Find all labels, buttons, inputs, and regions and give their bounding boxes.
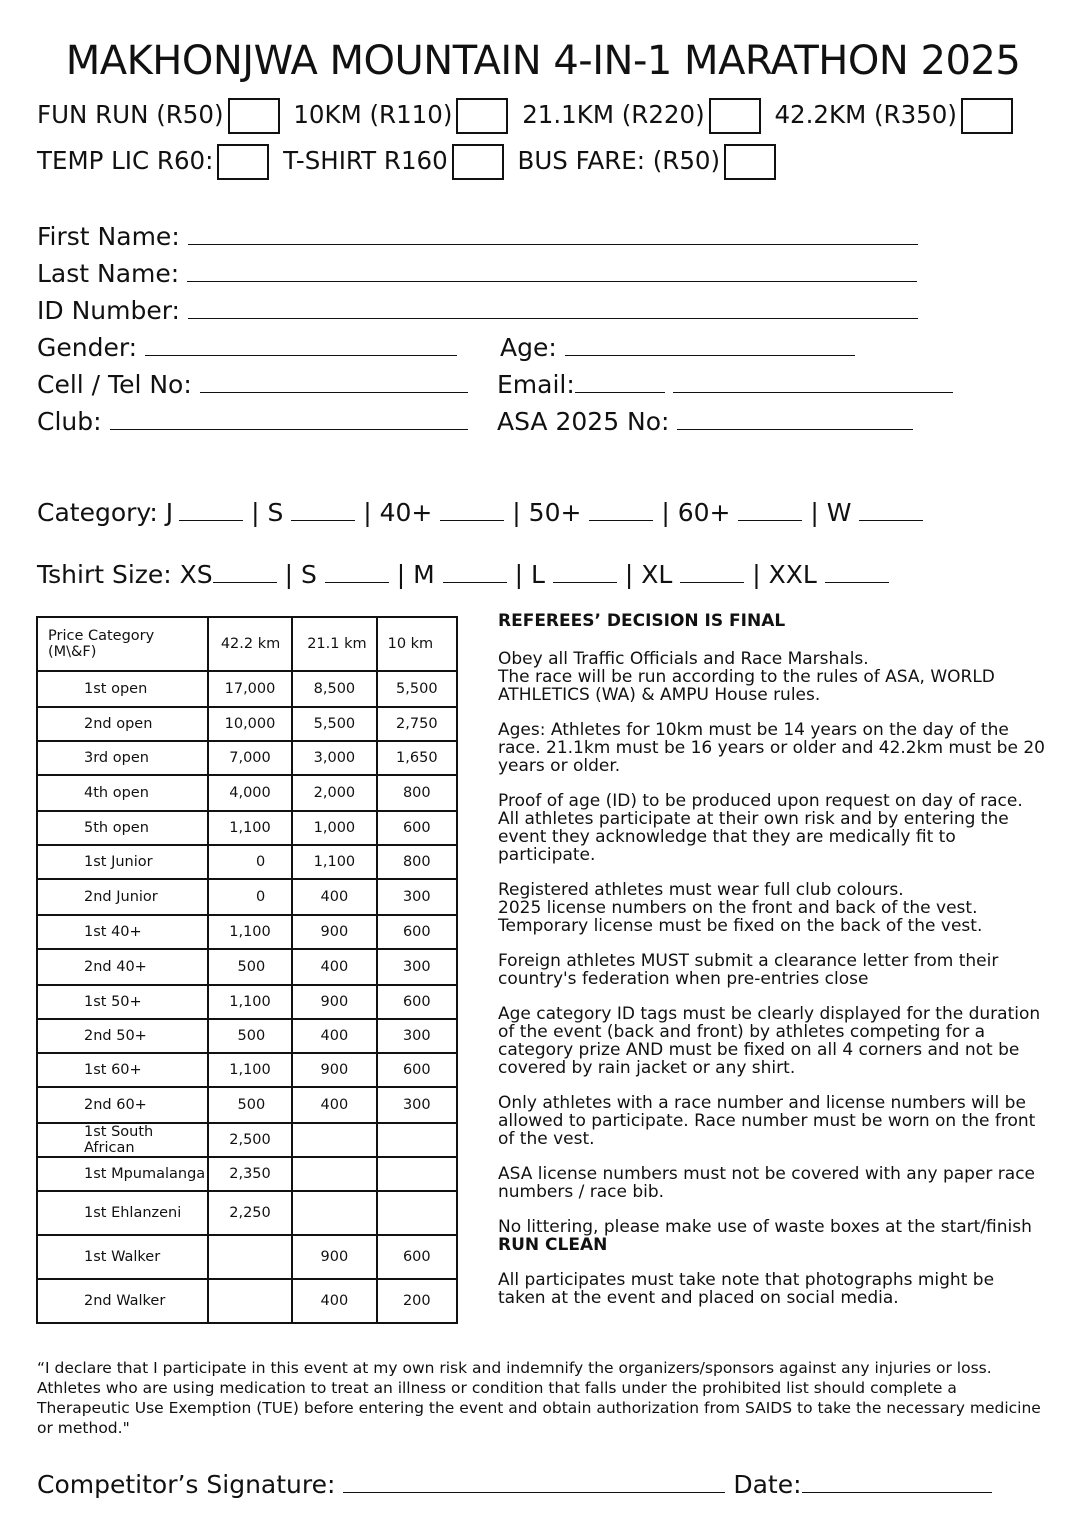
gender-label: Gender:	[37, 333, 138, 362]
prize-table-row	[37, 879, 457, 915]
rule-run-clean: RUN CLEAN	[498, 1235, 608, 1255]
tshirt-option-xxl: XXL	[768, 560, 817, 589]
prize-table-row	[37, 1019, 457, 1053]
prize-amount-cell: 8,500	[292, 671, 376, 707]
prize-table-row	[37, 1279, 457, 1323]
asa-label: ASA 2025 No:	[497, 407, 670, 436]
prize-category-cell: 3rd open	[37, 741, 208, 775]
prize-amount-cell: 500	[208, 949, 292, 985]
prize-amount-cell	[377, 1123, 457, 1157]
rule-photographs: All participates must take note that photographs might be taken at the event and placed on social media.	[498, 1270, 995, 1308]
header-price-category: Price Category (M\&F)	[37, 617, 208, 671]
prize-amount-cell: 300	[377, 879, 457, 915]
fee-21km-label: 21.1KM (R220)	[522, 100, 705, 129]
prize-category-cell: 5th open	[37, 811, 208, 845]
signature-label: Competitor’s Signature:	[37, 1470, 336, 1499]
prize-table-row	[37, 1235, 457, 1279]
rule-asa-numbers: ASA license numbers must not be covered with any paper race numbers / race bib.	[498, 1164, 1036, 1202]
prize-category-cell: 4th open	[37, 775, 208, 811]
email-label: Email:	[497, 370, 575, 399]
prize-table-row	[37, 811, 457, 845]
category-option-40: 40+	[379, 498, 433, 527]
category-w-field[interactable]	[859, 500, 923, 521]
prize-amount-cell: 500	[208, 1087, 292, 1123]
category-50-field[interactable]	[589, 500, 653, 521]
prize-amount-cell: 2,500	[208, 1123, 292, 1157]
rule-foreign-athletes: Foreign athletes MUST submit a clearance letter from their country's federation when pre-entries close	[498, 951, 999, 989]
last-name-field[interactable]	[187, 261, 917, 282]
category-option-w: W	[826, 498, 852, 527]
prize-amount-cell: 2,350	[208, 1157, 292, 1191]
cell-field[interactable]	[200, 372, 468, 393]
prize-amount-cell: 2,250	[208, 1191, 292, 1235]
prize-amount-cell: 600	[377, 811, 457, 845]
tshirt-option-xl: XL	[641, 560, 673, 589]
category-option-s: S	[267, 498, 284, 527]
prize-amount-cell: 1,100	[292, 845, 376, 879]
id-number-row	[37, 296, 918, 325]
prize-amount-cell	[292, 1191, 376, 1235]
prize-table-row	[37, 671, 457, 707]
prize-table-row	[37, 915, 457, 949]
tshirt-s-field[interactable]	[325, 562, 389, 583]
rule-littering: No littering, please make use of waste boxes at the start/finish	[498, 1217, 1032, 1237]
rule-age-tags: Age category ID tags must be clearly displayed for the duration of the event (back and front) by athletes competing for a category prize AND must be fixed on all 4 corners and not be covered by rain jacket or any shirt.	[498, 1004, 1041, 1078]
prize-table-row	[37, 985, 457, 1019]
tshirt-xl-field[interactable]	[680, 562, 744, 583]
prize-category-cell: 1st 50+	[37, 985, 208, 1019]
rule-proof-of-age: Proof of age (ID) to be produced upon request on day of race. All athletes participate at their own risk and by entering the event they acknowledge that they are medically fit to participate.	[498, 791, 1023, 865]
prize-amount-cell: 10,000	[208, 707, 292, 741]
tshirt-l-field[interactable]	[553, 562, 617, 583]
fee-temp-lic-label: TEMP LIC R60:	[37, 146, 214, 175]
category-label: Category:	[37, 498, 158, 527]
prize-table-row	[37, 1191, 457, 1235]
fee-tshirt-checkbox[interactable]	[452, 144, 504, 180]
category-row: Category: J | S | 40+ | 50+ | 60+ | W	[37, 498, 923, 527]
prize-category-cell: 1st Junior	[37, 845, 208, 879]
prize-amount-cell: 300	[377, 1087, 457, 1123]
prize-amount-cell: 3,000	[292, 741, 376, 775]
email-row	[497, 370, 953, 399]
prize-category-cell: 1st Mpumalanga	[37, 1157, 208, 1191]
prize-table-row	[37, 1123, 457, 1157]
club-row	[37, 407, 468, 436]
category-option-50: 50+	[528, 498, 582, 527]
prize-category-cell: 2nd 50+	[37, 1019, 208, 1053]
prize-amount-cell: 0	[208, 879, 292, 915]
prize-category-cell: 1st 60+	[37, 1053, 208, 1087]
prize-amount-cell: 900	[292, 1235, 376, 1279]
first-name-field[interactable]	[188, 224, 918, 245]
email-field-part-1[interactable]	[575, 372, 665, 393]
prize-amount-cell: 600	[377, 1053, 457, 1087]
age-row	[500, 333, 855, 362]
prize-amount-cell: 400	[292, 1087, 376, 1123]
prize-amount-cell: 900	[292, 985, 376, 1019]
prize-category-cell: 1st Ehlanzeni	[37, 1191, 208, 1235]
rule-ages: Ages: Athletes for 10km must be 14 years on the day of the race. 21.1km must be 16 years or older and 42.2km must be 20 years or older.	[498, 720, 1045, 776]
prize-amount-cell: 1,100	[208, 915, 292, 949]
form-title: MAKHONJWA MOUNTAIN 4-IN-1 MARATHON 2025	[65, 38, 1021, 84]
signature-row	[37, 1470, 992, 1499]
category-60-field[interactable]	[738, 500, 802, 521]
prize-category-cell: 1st South African	[37, 1123, 208, 1157]
prize-amount-cell: 0	[208, 845, 292, 879]
header-10km: 10 km	[377, 617, 457, 671]
rule-club-colours: Registered athletes must wear full club colours.	[498, 880, 904, 900]
prize-amount-cell: 800	[377, 775, 457, 811]
first-name-label: First Name:	[37, 222, 180, 251]
prize-table-row	[37, 1053, 457, 1087]
rule-temp-license: Temporary license must be fixed on the back of the vest.	[498, 916, 983, 936]
date-field[interactable]	[802, 1472, 992, 1493]
prize-amount-cell	[292, 1157, 376, 1191]
prize-amount-cell: 2,000	[292, 775, 376, 811]
prize-table-header-row	[37, 617, 457, 671]
prize-category-cell: 2nd Walker	[37, 1279, 208, 1323]
prize-amount-cell	[377, 1191, 457, 1235]
tshirt-xxl-field[interactable]	[825, 562, 889, 583]
prize-table-row	[37, 949, 457, 985]
rules-section	[498, 612, 1046, 1324]
prize-amount-cell: 600	[377, 1235, 457, 1279]
category-j-field[interactable]	[179, 500, 243, 521]
fee-row-2	[37, 144, 782, 180]
last-name-row	[37, 259, 917, 288]
prize-amount-cell	[208, 1279, 292, 1323]
prize-amount-cell: 200	[377, 1279, 457, 1323]
tshirt-option-s: S	[301, 560, 317, 589]
prize-amount-cell: 1,100	[208, 1053, 292, 1087]
prize-amount-cell: 1,100	[208, 985, 292, 1019]
prize-amount-cell: 300	[377, 949, 457, 985]
rule-asa: The race will be run according to the rules of ASA, WORLD ATHLETICS (WA) & AMPU House rules.	[498, 667, 995, 705]
cell-label: Cell / Tel No:	[37, 370, 192, 399]
tshirt-option-m: M	[413, 560, 435, 589]
fee-42km-label: 42.2KM (R350)	[774, 100, 957, 129]
gender-row	[37, 333, 457, 362]
declaration-text: “I declare that I participate in this event at my own risk and indemnify the organizers/sponsors against any injuries or loss. Athletes who are using medication to treat an illness or condition that falls under the prohibited list should complete a Therapeutic Use Exemption (TUE) before entering the event and obtain authorization from SAIDS to take the necessary medicine or method."	[37, 1359, 1041, 1437]
prize-category-cell: 2nd 40+	[37, 949, 208, 985]
prize-amount-cell: 600	[377, 915, 457, 949]
prize-category-cell: 2nd Junior	[37, 879, 208, 915]
prize-amount-cell: 5,500	[292, 707, 376, 741]
prize-amount-cell: 17,000	[208, 671, 292, 707]
club-field[interactable]	[110, 409, 468, 430]
tshirt-m-field[interactable]	[443, 562, 507, 583]
prize-category-cell: 2nd open	[37, 707, 208, 741]
category-s-field[interactable]	[291, 500, 355, 521]
tshirt-xs-field[interactable]	[213, 562, 277, 583]
date-label: Date:	[733, 1470, 802, 1499]
fee-bus-fare-checkbox[interactable]	[724, 144, 776, 180]
id-number-field[interactable]	[188, 298, 918, 319]
prize-amount-cell: 1,000	[292, 811, 376, 845]
fee-row-1	[37, 98, 1019, 134]
tshirt-label: Tshirt Size:	[37, 560, 172, 589]
prize-table-row	[37, 707, 457, 741]
prize-category-cell: 1st Walker	[37, 1235, 208, 1279]
rule-license-numbers: 2025 license numbers on the front and back of the vest.	[498, 898, 978, 918]
prize-amount-cell: 5,500	[377, 671, 457, 707]
prize-amount-cell: 1,650	[377, 741, 457, 775]
rule-traffic: Obey all Traffic Officials and Race Marshals.	[498, 649, 869, 669]
prize-category-cell: 2nd 60+	[37, 1087, 208, 1123]
id-number-label: ID Number:	[37, 296, 180, 325]
prize-amount-cell: 500	[208, 1019, 292, 1053]
tshirt-option-xs: XS	[179, 560, 213, 589]
tshirt-row: Tshirt Size: XS | S | M | L | XL | XXL	[37, 560, 889, 589]
email-field-part-2[interactable]	[673, 372, 953, 393]
prize-amount-cell	[292, 1123, 376, 1157]
category-option-j: J	[165, 498, 174, 527]
fee-10km-label: 10KM (R110)	[293, 100, 453, 129]
fee-10km-checkbox[interactable]	[456, 98, 508, 134]
prize-amount-cell	[377, 1157, 457, 1191]
prize-table	[36, 616, 458, 1324]
prize-table-row	[37, 845, 457, 879]
last-name-label: Last Name:	[37, 259, 180, 288]
category-option-60: 60+	[677, 498, 731, 527]
prize-table-body	[37, 617, 457, 1323]
club-label: Club:	[37, 407, 102, 436]
header-21km: 21.1 km	[292, 617, 376, 671]
fee-fun-run-checkbox[interactable]	[228, 98, 280, 134]
prize-amount-cell: 7,000	[208, 741, 292, 775]
asa-row	[497, 407, 913, 436]
prize-amount-cell: 300	[377, 1019, 457, 1053]
prize-amount-cell	[208, 1235, 292, 1279]
prize-amount-cell: 800	[377, 845, 457, 879]
prize-amount-cell: 400	[292, 949, 376, 985]
cell-row	[37, 370, 468, 399]
age-label: Age:	[500, 333, 557, 362]
prize-amount-cell: 400	[292, 1279, 376, 1323]
fee-fun-run-label: FUN RUN (R50)	[37, 100, 224, 129]
prize-table-row	[37, 775, 457, 811]
age-field[interactable]	[565, 335, 855, 356]
fee-tshirt-label: T-SHIRT R160	[283, 146, 448, 175]
header-42km: 42.2 km	[208, 617, 292, 671]
prize-amount-cell: 900	[292, 1053, 376, 1087]
fee-bus-fare-label: BUS FARE: (R50)	[517, 146, 721, 175]
gender-field[interactable]	[145, 335, 457, 356]
prize-amount-cell: 2,750	[377, 707, 457, 741]
prize-amount-cell: 400	[292, 879, 376, 915]
prize-amount-cell: 1,100	[208, 811, 292, 845]
rules-heading: REFEREES’ DECISION IS FINAL	[498, 611, 786, 631]
prize-table-row	[37, 1157, 457, 1191]
fee-21km-checkbox[interactable]	[709, 98, 761, 134]
prize-category-cell: 1st 40+	[37, 915, 208, 949]
first-name-row	[37, 222, 918, 251]
prize-amount-cell: 900	[292, 915, 376, 949]
asa-field[interactable]	[677, 409, 913, 430]
prize-amount-cell: 600	[377, 985, 457, 1019]
signature-field[interactable]	[343, 1472, 725, 1493]
prize-table-row	[37, 741, 457, 775]
tshirt-option-l: L	[531, 560, 545, 589]
fee-42km-checkbox[interactable]	[961, 98, 1013, 134]
category-40-field[interactable]	[440, 500, 504, 521]
prize-category-cell: 1st open	[37, 671, 208, 707]
prize-amount-cell: 400	[292, 1019, 376, 1053]
fee-temp-lic-checkbox[interactable]	[217, 144, 269, 180]
prize-amount-cell: 4,000	[208, 775, 292, 811]
rule-race-number: Only athletes with a race number and license numbers will be allowed to participate. Race number must be worn on the front of the vest.	[498, 1093, 1036, 1149]
prize-table-row	[37, 1087, 457, 1123]
